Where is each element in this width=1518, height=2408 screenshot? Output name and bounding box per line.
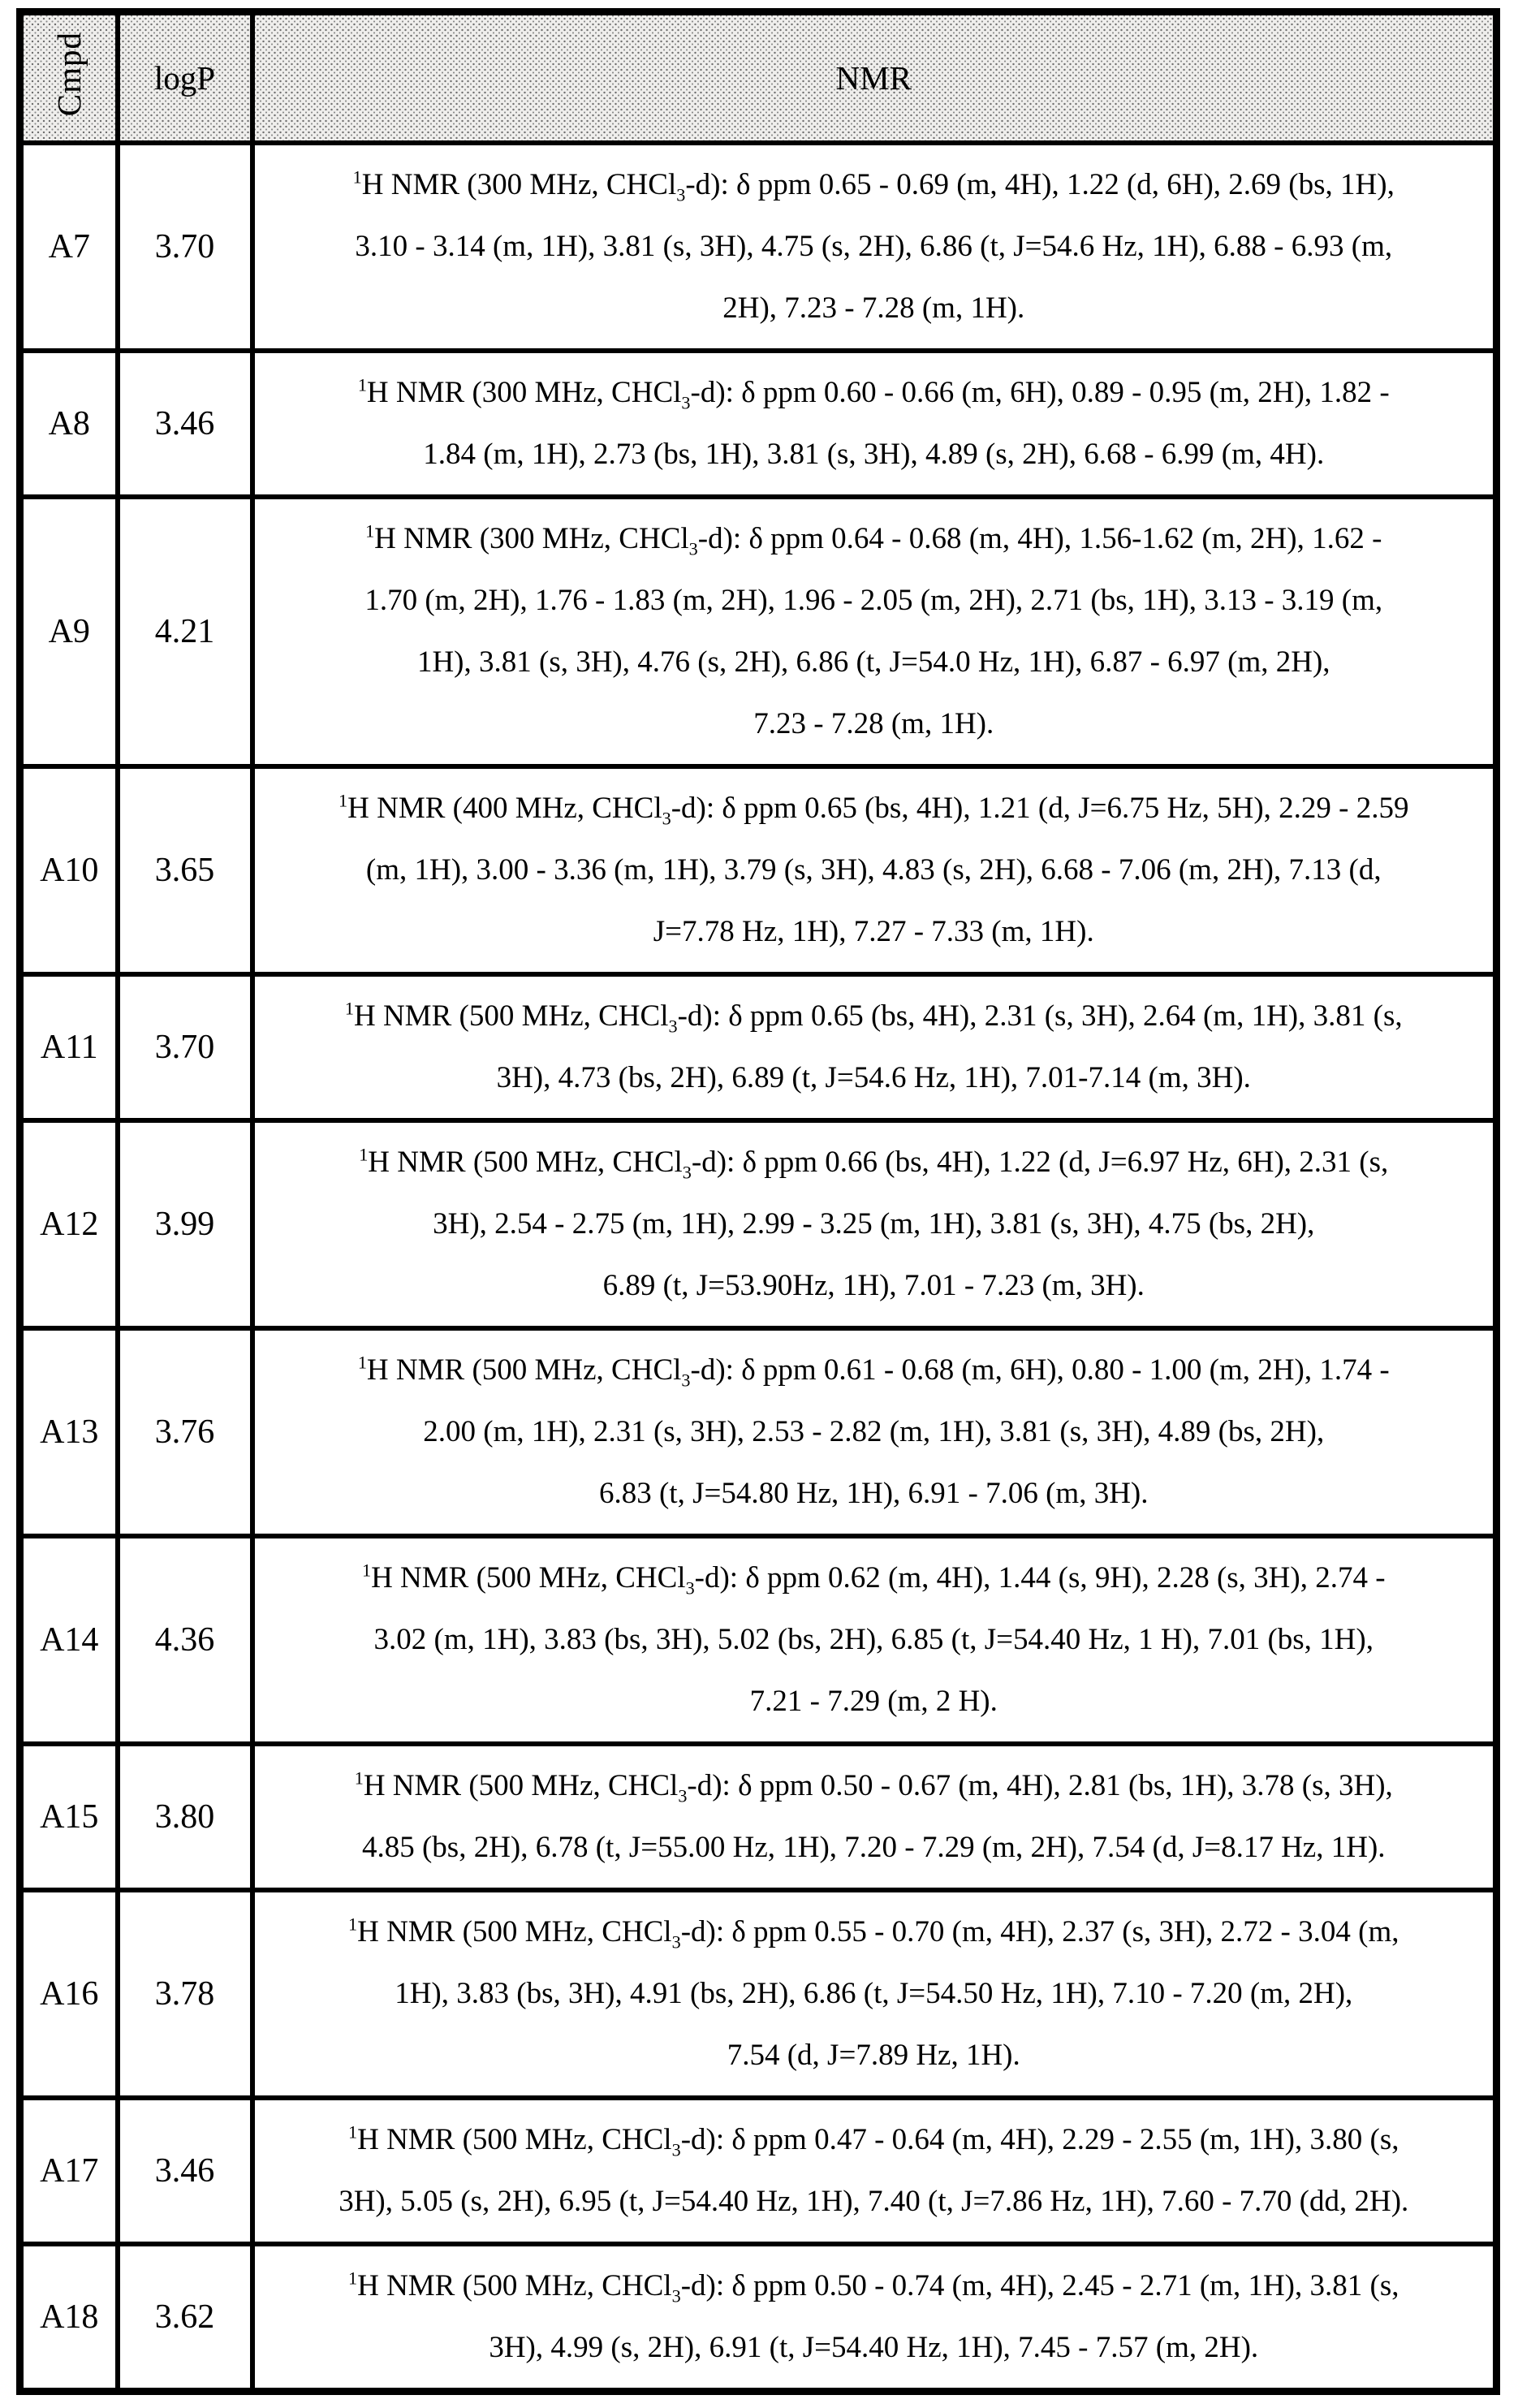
- nmr-cell: $^1$H NMR (500 MHz, CHCl$_3$-d): δ ppm 0.61 - 0.68 (m, 6H), 0.80 - 1.00 (m, 2H), 1.74 - 2.00 (m, 1H), 2.31 (s, 3H), 2.53 - 2.82 (m, 1H), 3.81 (s, 3H), 4.89 (bs, 2H), 6.83 (t, J=54.80 Hz, 1H), 6.91 - 7.06 (m, 3H).: [252, 1328, 1497, 1536]
- cmpd-cell: A17: [20, 2098, 118, 2244]
- nmr-cell: $^1$H NMR (500 MHz, CHCl$_3$-d): δ ppm 0.65 (bs, 4H), 2.31 (s, 3H), 2.64 (m, 1H), 3.81 (s, 3H), 4.73 (bs, 2H), 6.89 (t, J=54.6 Hz, 1H), 7.01-7.14 (m, 3H).: [252, 974, 1497, 1120]
- table-row: [20, 497, 1497, 766]
- logp-cell: 4.21: [118, 497, 252, 766]
- cmpd-cell: A7: [20, 143, 118, 351]
- logp-cell: 3.46: [118, 2098, 252, 2244]
- cmpd-cell: A15: [20, 1744, 118, 1890]
- logp-cell: 3.70: [118, 974, 252, 1120]
- table-row: [20, 1890, 1497, 2098]
- table-row: [20, 351, 1497, 497]
- cmpd-cell: A12: [20, 1120, 118, 1328]
- nmr-cell: $^1$H NMR (500 MHz, CHCl$_3$-d): δ ppm 0.47 - 0.64 (m, 4H), 2.29 - 2.55 (m, 1H), 3.80 (s, 3H), 5.05 (s, 2H), 6.95 (t, J=54.40 Hz, 1H), 7.40 (t, J=7.86 Hz, 1H), 7.60 - 7.70 (dd, 2H).: [252, 2098, 1497, 2244]
- table-row: [20, 1536, 1497, 1744]
- logp-cell: 3.46: [118, 351, 252, 497]
- logp-cell: 3.80: [118, 1744, 252, 1890]
- cmpd-cell: A18: [20, 2244, 118, 2392]
- logp-cell: 3.76: [118, 1328, 252, 1536]
- logp-cell: 3.70: [118, 143, 252, 351]
- nmr-cell: $^1$H NMR (500 MHz, CHCl$_3$-d): δ ppm 0.66 (bs, 4H), 1.22 (d, J=6.97 Hz, 6H), 2.31 (s, 3H), 2.54 - 2.75 (m, 1H), 2.99 - 3.25 (m, 1H), 3.81 (s, 3H), 4.75 (bs, 2H), 6.89 (t, J=53.90Hz, 1H), 7.01 - 7.23 (m, 3H).: [252, 1120, 1497, 1328]
- cmpd-cell: A8: [20, 351, 118, 497]
- nmr-cell: $^1$H NMR (300 MHz, CHCl$_3$-d): δ ppm 0.64 - 0.68 (m, 4H), 1.56-1.62 (m, 2H), 1.62 - 1.70 (m, 2H), 1.76 - 1.83 (m, 2H), 1.96 - 2.05 (m, 2H), 2.71 (bs, 1H), 3.13 - 3.19 (m, 1H), 3.81 (s, 3H), 4.76 (s, 2H), 6.86 (t, J=54.0 Hz, 1H), 6.87 - 6.97 (m, 2H), 7.23 - 7.28 (m, 1H).: [252, 497, 1497, 766]
- table-row: [20, 974, 1497, 1120]
- logp-cell: 3.78: [118, 1890, 252, 2098]
- table-row: [20, 766, 1497, 974]
- header-row: [20, 12, 1497, 144]
- table-row: [20, 1120, 1497, 1328]
- logp-cell: 3.62: [118, 2244, 252, 2392]
- nmr-table: [16, 8, 1500, 2395]
- nmr-cell: $^1$H NMR (400 MHz, CHCl$_3$-d): δ ppm 0.65 (bs, 4H), 1.21 (d, J=6.75 Hz, 5H), 2.29 - 2.59 (m, 1H), 3.00 - 3.36 (m, 1H), 3.79 (s, 3H), 4.83 (s, 2H), 6.68 - 7.06 (m, 2H), 7.13 (d, J=7.78 Hz, 1H), 7.27 - 7.33 (m, 1H).: [252, 766, 1497, 974]
- nmr-column-header: NMR: [252, 12, 1497, 144]
- nmr-cell: $^1$H NMR (500 MHz, CHCl$_3$-d): δ ppm 0.55 - 0.70 (m, 4H), 2.37 (s, 3H), 2.72 - 3.04 (m, 1H), 3.83 (bs, 3H), 4.91 (bs, 2H), 6.86 (t, J=54.50 Hz, 1H), 7.10 - 7.20 (m, 2H), 7.54 (d, J=7.89 Hz, 1H).: [252, 1890, 1497, 2098]
- nmr-cell: $^1$H NMR (300 MHz, CHCl$_3$-d): δ ppm 0.60 - 0.66 (m, 6H), 0.89 - 0.95 (m, 2H), 1.82 - 1.84 (m, 1H), 2.73 (bs, 1H), 3.81 (s, 3H), 4.89 (s, 2H), 6.68 - 6.99 (m, 4H).: [252, 351, 1497, 497]
- cmpd-cell: A11: [20, 974, 118, 1120]
- table-row: [20, 2098, 1497, 2244]
- cmpd-column-header: [20, 12, 118, 144]
- cmpd-cell: A13: [20, 1328, 118, 1536]
- logp-cell: 3.99: [118, 1120, 252, 1328]
- table-row: [20, 1328, 1497, 1536]
- table-row: [20, 143, 1497, 351]
- nmr-cell: $^1$H NMR (500 MHz, CHCl$_3$-d): δ ppm 0.62 (m, 4H), 1.44 (s, 9H), 2.28 (s, 3H), 2.74 - 3.02 (m, 1H), 3.83 (bs, 3H), 5.02 (bs, 2H), 6.85 (t, J=54.40 Hz, 1 H), 7.01 (bs, 1H), 7.21 - 7.29 (m, 2 H).: [252, 1536, 1497, 1744]
- cmpd-header-label: Cmpd: [50, 31, 88, 117]
- table-row: [20, 1744, 1497, 1890]
- nmr-cell: $^1$H NMR (500 MHz, CHCl$_3$-d): δ ppm 0.50 - 0.74 (m, 4H), 2.45 - 2.71 (m, 1H), 3.81 (s, 3H), 4.99 (s, 2H), 6.91 (t, J=54.40 Hz, 1H), 7.45 - 7.57 (m, 2H).: [252, 2244, 1497, 2392]
- cmpd-cell: A14: [20, 1536, 118, 1744]
- cmpd-cell: A9: [20, 497, 118, 766]
- logp-column-header: logP: [118, 12, 252, 144]
- cmpd-cell: A10: [20, 766, 118, 974]
- logp-cell: 3.65: [118, 766, 252, 974]
- table-row: [20, 2244, 1497, 2392]
- cmpd-cell: A16: [20, 1890, 118, 2098]
- logp-cell: 4.36: [118, 1536, 252, 1744]
- nmr-cell: $^1$H NMR (300 MHz, CHCl$_3$-d): δ ppm 0.65 - 0.69 (m, 4H), 1.22 (d, 6H), 2.69 (bs, 1H), 3.10 - 3.14 (m, 1H), 3.81 (s, 3H), 4.75 (s, 2H), 6.86 (t, J=54.6 Hz, 1H), 6.88 - 6.93 (m, 2H), 7.23 - 7.28 (m, 1H).: [252, 143, 1497, 351]
- nmr-cell: $^1$H NMR (500 MHz, CHCl$_3$-d): δ ppm 0.50 - 0.67 (m, 4H), 2.81 (bs, 1H), 3.78 (s, 3H), 4.85 (bs, 2H), 6.78 (t, J=55.00 Hz, 1H), 7.20 - 7.29 (m, 2H), 7.54 (d, J=8.17 Hz, 1H).: [252, 1744, 1497, 1890]
